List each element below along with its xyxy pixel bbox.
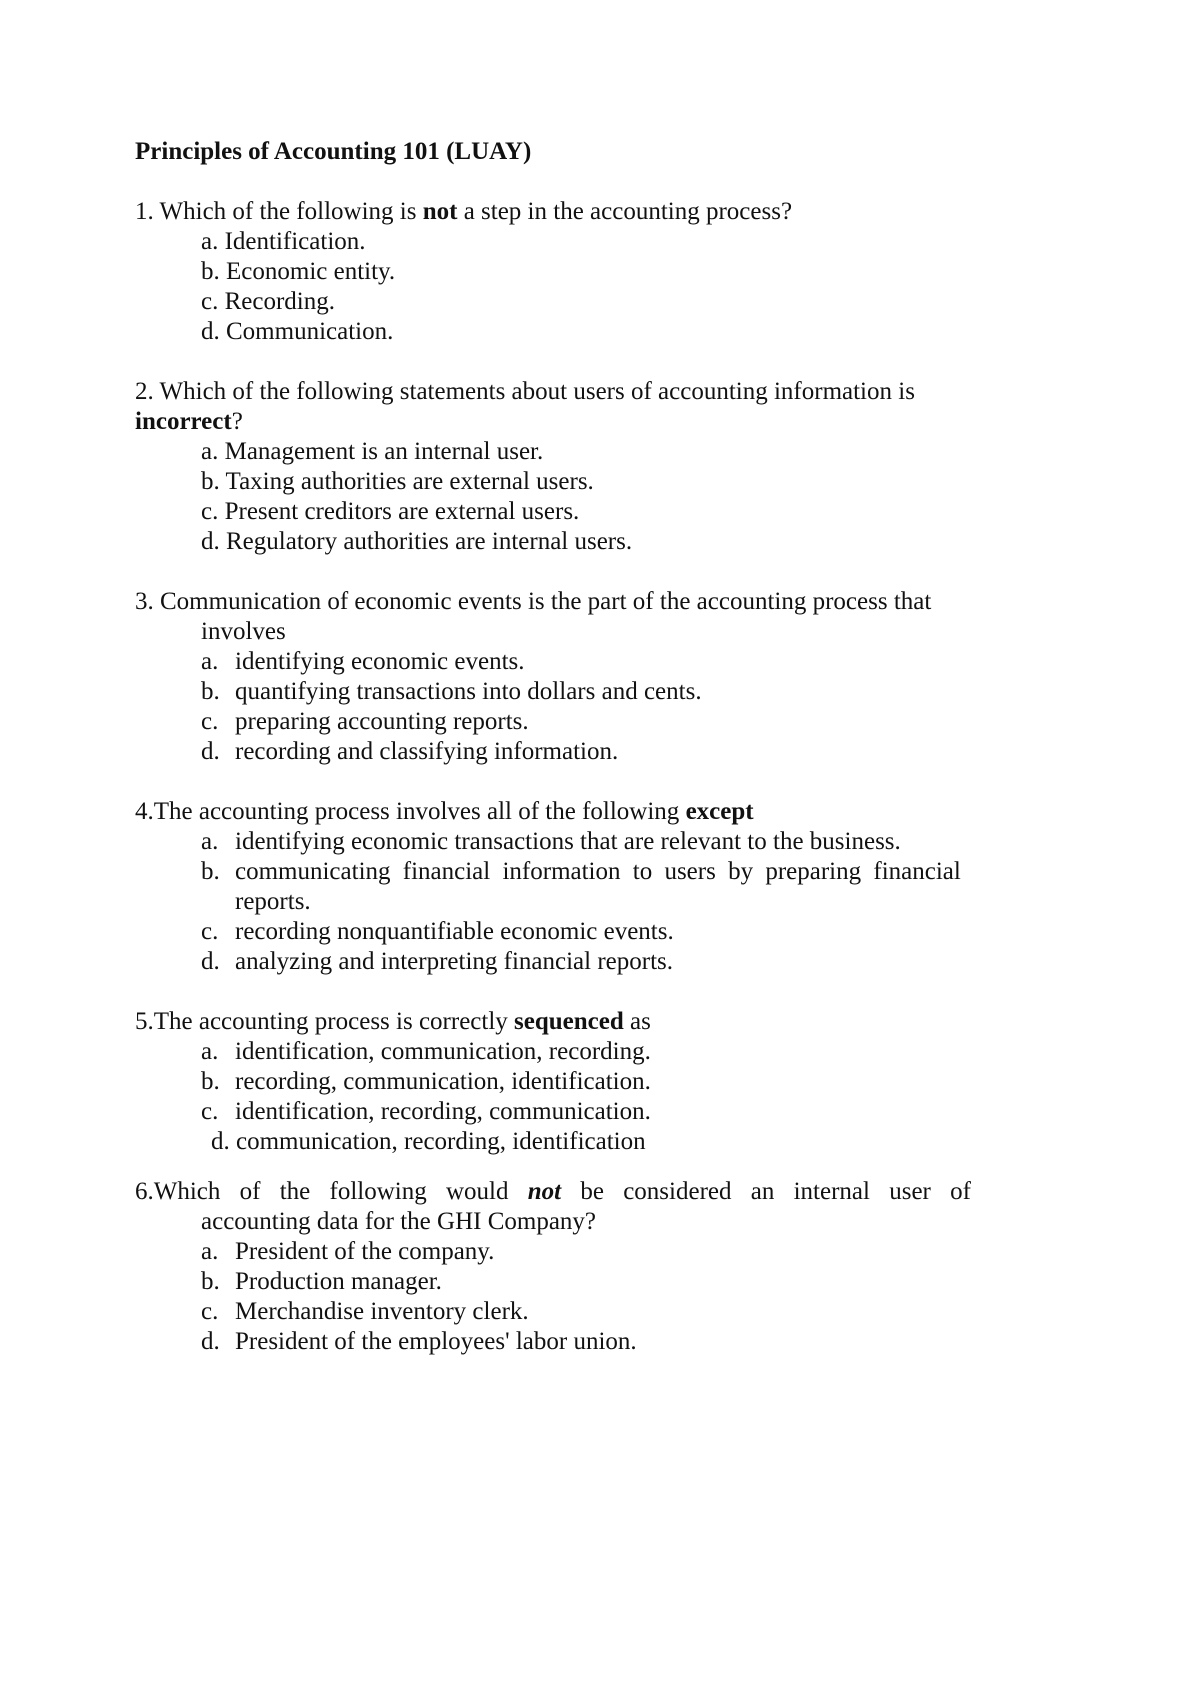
option-label: b.: [201, 1268, 220, 1295]
option-text: President of the employees' labor union.: [235, 1328, 637, 1355]
question-5-stem: [135, 1007, 651, 1037]
option-text: Merchandise inventory clerk.: [235, 1298, 529, 1325]
question-2-stem: 2. Which of the following statements about users of accounting information is: [135, 378, 915, 405]
option-text: communicating financial information to users by preparing financial: [235, 858, 961, 885]
question-1-stem-text-end: a step in the accounting process?: [457, 198, 793, 225]
stem-word: of: [239, 1178, 261, 1205]
question-2-stem-text-end: ?: [231, 408, 243, 435]
option-label: b.: [201, 678, 220, 705]
question-4-option-b: [201, 857, 971, 887]
question-3-option-d: [201, 737, 618, 767]
option-text: quantifying transactions into dollars and cents.: [235, 678, 702, 705]
question-3-option-b: [201, 677, 702, 707]
question-2-option-c: c. Present creditors are external users.: [201, 498, 580, 525]
document-title: Principles of Accounting 101 (LUAY): [135, 138, 532, 165]
question-6-emphasis: not: [527, 1178, 562, 1205]
question-5-emphasis: sequenced: [514, 1008, 624, 1035]
stem-word: an: [750, 1178, 775, 1205]
option-label: d.: [201, 738, 220, 765]
question-1-stem-text: 1. Which of the following is: [135, 198, 423, 225]
question-1-option-b: b. Economic entity.: [201, 258, 396, 285]
option-text: recording, communication, identification.: [235, 1068, 651, 1095]
option-label: c.: [201, 1298, 219, 1325]
option-label: c.: [201, 1098, 219, 1125]
question-5-stem-text: 5.The accounting process is correctly: [135, 1008, 515, 1035]
question-1-option-a: a. Identification.: [201, 228, 366, 255]
question-4-stem: [135, 797, 754, 827]
option-label: d.: [201, 1328, 220, 1355]
question-1-option-c: c. Recording.: [201, 288, 335, 315]
option-text: analyzing and interpreting financial reports.: [235, 948, 674, 975]
question-6-stem: [135, 1177, 971, 1207]
question-5-option-b: [201, 1067, 651, 1097]
question-3-stem: 3. Communication of economic events is the part of the accounting process that: [135, 588, 932, 615]
question-6-option-d: [201, 1327, 637, 1357]
stem-word: the: [279, 1178, 311, 1205]
question-6-option-c: [201, 1297, 529, 1327]
stem-word: following: [329, 1178, 427, 1205]
question-4-emphasis: except: [685, 798, 754, 825]
option-label: a.: [201, 1238, 219, 1265]
question-1-emphasis: not: [422, 198, 458, 225]
option-text: identification, recording, communication.: [235, 1098, 651, 1125]
option-label: d.: [201, 948, 220, 975]
option-text: identifying economic transactions that are relevant to the business.: [235, 828, 901, 855]
stem-word: would: [445, 1178, 509, 1205]
option-label: c.: [201, 918, 219, 945]
question-4-option-d: [201, 947, 673, 977]
stem-word: 6.Which: [135, 1178, 221, 1205]
question-2-option-d: d. Regulatory authorities are internal users.: [201, 528, 633, 555]
question-3-stem-cont: involves: [201, 618, 286, 645]
stem-word: of: [950, 1178, 971, 1205]
question-4-option-c: [201, 917, 674, 947]
option-label: a.: [201, 1038, 219, 1065]
question-2-emphasis: incorrect: [135, 408, 232, 435]
question-5-option-d: d. communication, recording, identification: [211, 1128, 646, 1155]
option-text: recording and classifying information.: [235, 738, 619, 765]
question-2-option-b: b. Taxing authorities are external users.: [201, 468, 594, 495]
question-1-stem: [135, 197, 792, 227]
question-3-option-a: [201, 647, 525, 677]
option-label: b.: [201, 858, 220, 885]
option-text: preparing accounting reports.: [235, 708, 529, 735]
question-5-option-a: [201, 1037, 651, 1067]
stem-word: considered: [623, 1178, 732, 1205]
question-3-option-c: [201, 707, 529, 737]
option-label: a.: [201, 828, 219, 855]
stem-word: be: [580, 1178, 604, 1205]
question-5-stem-text-end: as: [623, 1008, 651, 1035]
question-6-option-a: [201, 1237, 494, 1267]
question-4-option-b-cont: reports.: [235, 888, 311, 915]
question-6-option-b: [201, 1267, 442, 1297]
option-text: recording nonquantifiable economic events.: [235, 918, 674, 945]
question-1-option-d: d. Communication.: [201, 318, 394, 345]
option-label: c.: [201, 708, 219, 735]
question-2-option-a: a. Management is an internal user.: [201, 438, 544, 465]
option-text: identifying economic events.: [235, 648, 525, 675]
question-5-option-c: [201, 1097, 651, 1127]
stem-word: user: [889, 1178, 931, 1205]
option-text: Production manager.: [235, 1268, 442, 1295]
question-4-option-a: [201, 827, 901, 857]
question-6-stem-cont: accounting data for the GHI Company?: [201, 1208, 597, 1235]
option-text: President of the company.: [235, 1238, 495, 1265]
option-label: a.: [201, 648, 219, 675]
stem-word: internal: [793, 1178, 870, 1205]
question-4-stem-text: 4.The accounting process involves all of the following: [135, 798, 686, 825]
question-2-stem-cont: [135, 407, 243, 437]
option-label: b.: [201, 1068, 220, 1095]
option-text: identification, communication, recording.: [235, 1038, 651, 1065]
